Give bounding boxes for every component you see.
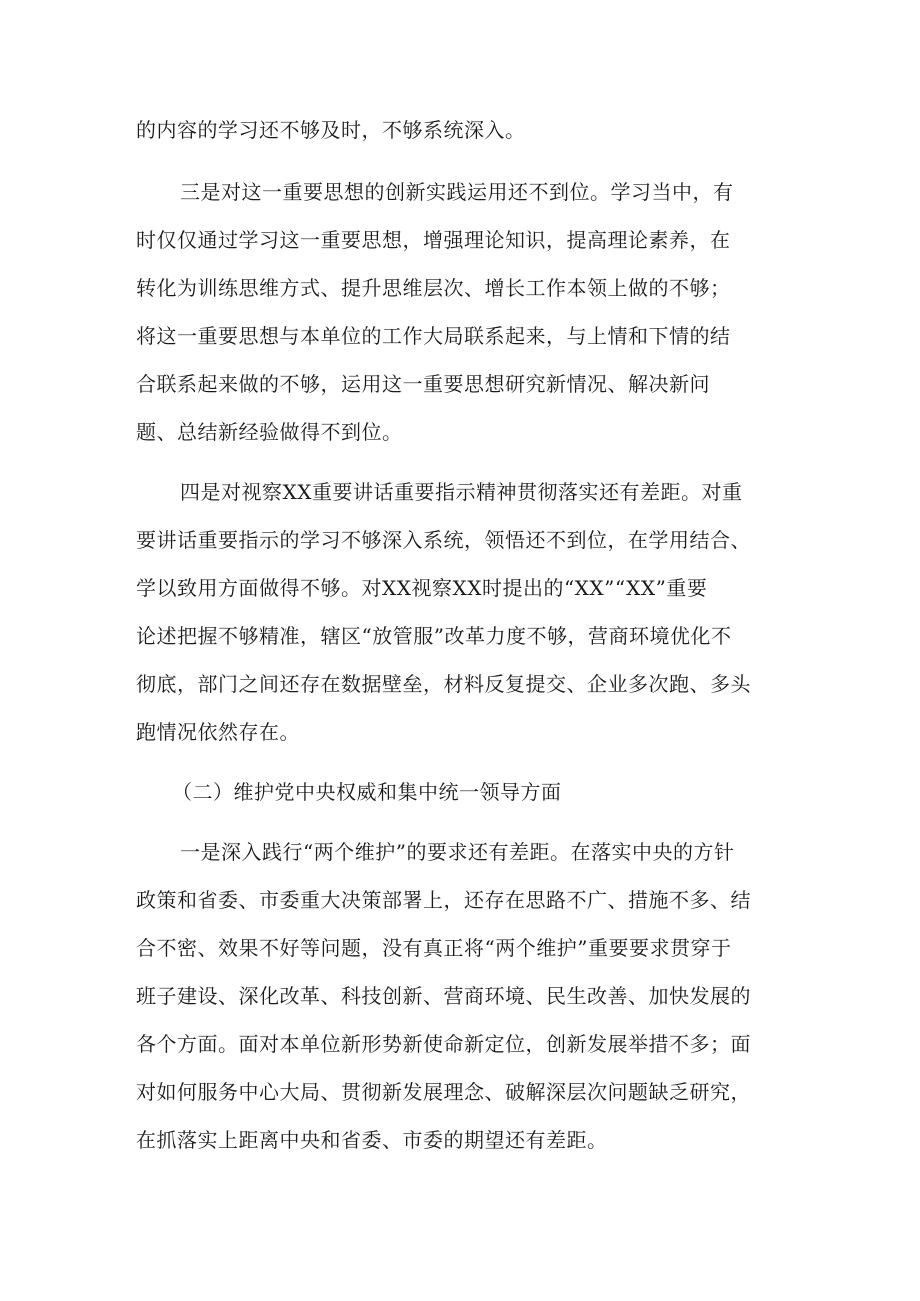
- paragraph-line: 论述把握不够精准，辖区“放管服”改革力度不够，营商环境优化不: [136, 624, 732, 648]
- paragraph-line: 在抓落实上距离中央和省委、市委的期望还有差距。: [136, 1128, 608, 1152]
- paragraph-line: 题、总结新经验做得不到位。: [136, 420, 403, 444]
- paragraph-line: 班子建设、深化改革、科技创新、营商环境、民生改善、加快发展的: [136, 984, 751, 1008]
- paragraph-line: 的内容的学习还不够及时，不够系统深入。: [136, 118, 526, 142]
- paragraph-line: 学以致用方面做得不够。对XX视察XX时提出的“XX”“XX”重要: [136, 576, 708, 600]
- paragraph-line: 四是对视察XX重要讲话重要指示精神贯彻落实还有差距。对重: [180, 480, 743, 504]
- paragraph-line: 合不密、效果不好等问题，没有真正将“两个维护”重要要求贯穿于: [136, 936, 732, 960]
- paragraph-line: 将这一重要思想与本单位的工作大局联系起来，与上情和下情的结: [136, 324, 731, 348]
- paragraph-line: 跑情况依然存在。: [136, 720, 300, 744]
- paragraph-line: 彻底，部门之间还存在数据壁垒，材料反复提交、企业多次跑、多头: [136, 672, 751, 696]
- paragraph-line: 要讲话重要指示的学习不够深入系统，领悟还不到位，在学用结合、: [136, 528, 751, 552]
- paragraph-line: 一是深入践行“两个维护”的要求还有差距。在落实中央的方针: [180, 840, 735, 864]
- paragraph-line: 各个方面。面对本单位新形势新使命新定位，创新发展举措不多；面: [136, 1032, 751, 1056]
- paragraph-line: 对如何服务中心大局、贯彻新发展理念、破解深层次问题缺乏研究，: [136, 1080, 751, 1104]
- paragraph-line: 三是对这一重要思想的创新实践运用还不到位。学习当中，有: [180, 180, 734, 204]
- paragraph-line: 政策和省委、市委重大决策部署上，还存在思路不广、措施不多、结: [136, 888, 751, 912]
- paragraph-line: 合联系起来做的不够，运用这一重要思想研究新情况、解决新问: [136, 372, 710, 396]
- paragraph-line: 时仅仅通过学习这一重要思想，增强理论知识，提高理论素养，在: [136, 228, 731, 252]
- section-heading: （二）维护党中央权威和集中统一领导方面: [172, 780, 562, 804]
- paragraph-line: 转化为训练思维方式、提升思维层次、增长工作本领上做的不够；: [136, 276, 731, 300]
